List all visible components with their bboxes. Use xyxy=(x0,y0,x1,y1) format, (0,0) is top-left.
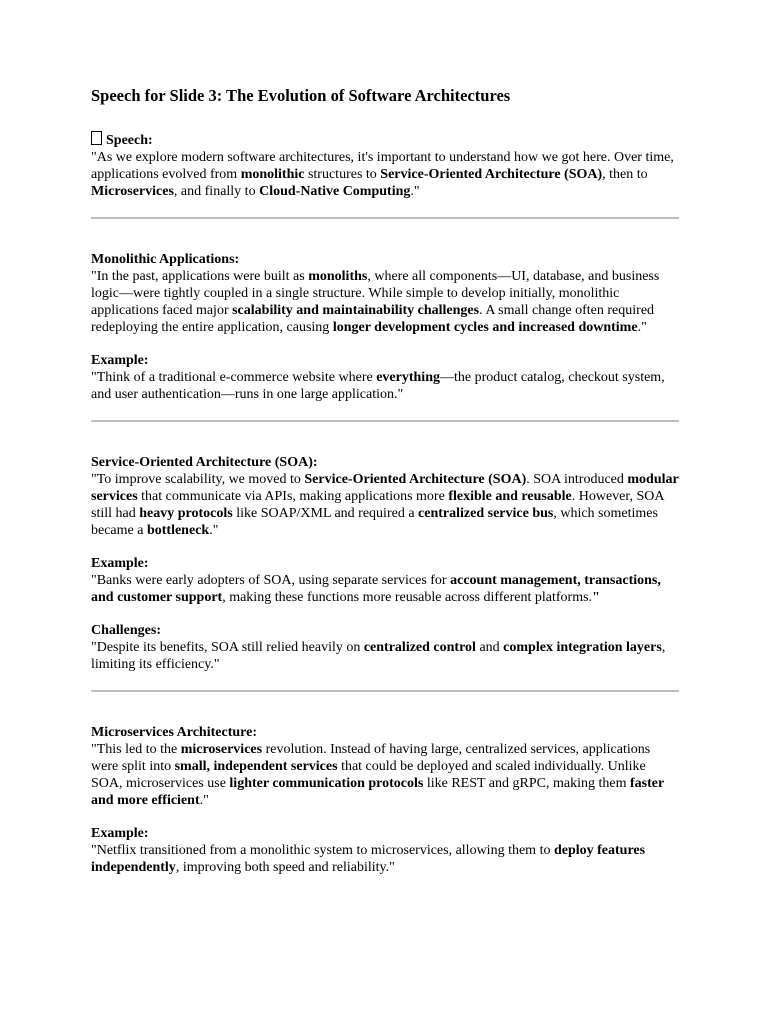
text-run: ." xyxy=(209,523,219,538)
monolithic-paragraph xyxy=(91,268,679,336)
soa-challenges-paragraph xyxy=(91,639,679,673)
bold-run: centralized control xyxy=(363,640,476,655)
bold-run: small, independent services xyxy=(174,759,338,774)
text-run: "Netflix transitioned from a monolithic system to microservices, allowing them to xyxy=(91,843,554,858)
missing-glyph-icon xyxy=(91,131,102,145)
text-run: "Banks were early adopters of SOA, using separate services for xyxy=(91,573,451,588)
speech-heading: Speech: xyxy=(91,131,679,149)
text-run: , improving both speed and reliability." xyxy=(175,860,395,875)
bold-run: " xyxy=(592,590,600,605)
bold-run: monoliths xyxy=(308,269,368,284)
text-run: that could be deployed and scaled individually. Unlike SOA, microservices use xyxy=(91,759,646,791)
bold-run: deploy features independently xyxy=(91,843,646,875)
bold-run: Service-Oriented Architecture (SOA) xyxy=(380,167,603,182)
soa-section xyxy=(91,454,679,673)
text-run: , then to xyxy=(602,167,648,182)
bold-run: bottleneck xyxy=(146,523,210,538)
bold-run: lighter communication protocols xyxy=(229,776,424,791)
bold-run: heavy protocols xyxy=(139,506,233,521)
text-run: , and finally to xyxy=(173,184,260,199)
text-run: "Despite its benefits, SOA still relied heavily on xyxy=(91,640,364,655)
text-run: "Think of a traditional e-commerce website where xyxy=(91,370,377,385)
bold-run: everything xyxy=(376,370,440,385)
text-run: , limiting its efficiency." xyxy=(91,640,666,672)
bold-run: flexible and reusable xyxy=(448,489,572,504)
bold-run: faster and more efficient xyxy=(91,776,664,808)
microservices-paragraph xyxy=(91,741,679,809)
text-run: structures to xyxy=(304,167,381,182)
text-run: . SOA introduced xyxy=(526,472,628,487)
bold-run: modular services xyxy=(91,472,679,504)
microservices-example-paragraph xyxy=(91,842,679,876)
text-run: . A small change often required redeploying the entire application, causing xyxy=(91,303,655,335)
soa-example-paragraph xyxy=(91,572,679,606)
text-run: . However, SOA still had xyxy=(91,489,664,521)
text-run: , which sometimes became a xyxy=(91,506,658,538)
bold-run: complex integration layers xyxy=(503,640,662,655)
bold-run: monolithic xyxy=(240,167,305,182)
bold-run: account management, transactions, and customer support xyxy=(91,573,661,605)
intro-paragraph xyxy=(91,149,679,200)
section-divider xyxy=(91,420,679,422)
text-run: —the product catalog, checkout system, and user authentication—runs in one large application." xyxy=(91,370,665,402)
text-run: "To improve scalability, we moved to xyxy=(91,472,305,487)
bold-run: longer development cycles and increased downtime xyxy=(332,320,638,335)
text-run: that communicate via APIs, making applications more xyxy=(137,489,449,504)
monolithic-heading: Monolithic Applications: xyxy=(91,252,240,267)
monolithic-example-heading: Example: xyxy=(91,353,149,368)
text-run: "This led to the xyxy=(91,742,181,757)
monolithic-section xyxy=(91,251,679,403)
monolithic-example-paragraph xyxy=(91,369,679,403)
document-title: Speech for Slide 3: The Evolution of Software Architectures xyxy=(91,86,511,105)
text-run: ." xyxy=(637,320,647,335)
soa-example-heading: Example: xyxy=(91,556,149,571)
text-run: and xyxy=(475,640,504,655)
text-run: , where all components—UI, database, and business logic—were tightly coupled in a single structure. While simple to develop initially, monolithic applications faced major xyxy=(91,269,660,318)
text-run: "As we explore modern software architectures, it's important to understand how we got here. Over time, applications evolved from xyxy=(91,150,674,182)
bold-run: Microservices xyxy=(91,184,174,199)
text-run: ." xyxy=(410,184,420,199)
microservices-section xyxy=(91,724,679,876)
text-run: like REST and gRPC, making them xyxy=(423,776,630,791)
microservices-example-heading: Example: xyxy=(91,826,149,841)
soa-heading: Service-Oriented Architecture (SOA): xyxy=(91,455,318,470)
bold-run: centralized service bus xyxy=(418,506,554,521)
text-run: "In the past, applications were built as xyxy=(91,269,309,284)
bold-run: microservices xyxy=(180,742,263,757)
bold-run: Cloud-Native Computing xyxy=(259,184,411,199)
text-run: , making these functions more reusable across different platforms. xyxy=(222,590,593,605)
text-run: like SOAP/XML and required a xyxy=(232,506,419,521)
document-page xyxy=(91,86,679,876)
section-divider xyxy=(91,690,679,692)
soa-paragraph xyxy=(91,471,679,539)
text-run: ." xyxy=(199,793,209,808)
text-run: revolution. Instead of having large, centralized services, applications were split into xyxy=(91,742,651,774)
section-divider xyxy=(91,217,679,219)
bold-run: Service-Oriented Architecture (SOA) xyxy=(304,472,527,487)
intro-section xyxy=(91,131,679,200)
bold-run: scalability and maintainability challenges xyxy=(232,303,480,318)
soa-challenges-heading: Challenges: xyxy=(91,623,161,638)
microservices-heading: Microservices Architecture: xyxy=(91,725,257,740)
